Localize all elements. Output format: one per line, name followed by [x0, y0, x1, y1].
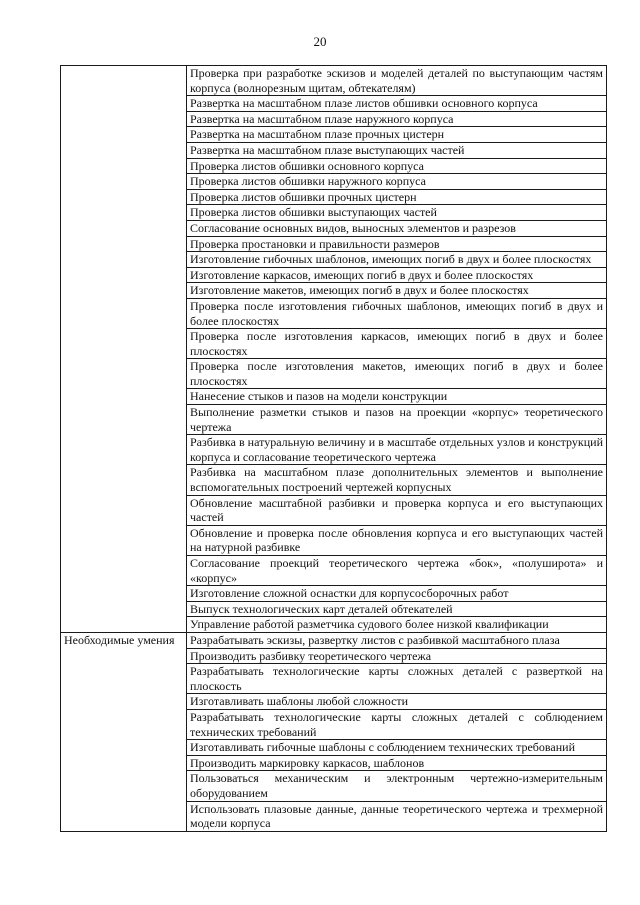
table-cell-item: Использовать плазовые данные, данные теоретического чертежа и трехмерной модели корпуса — [187, 801, 607, 831]
table-cell-item: Разбивка на масштабном плазе дополнительных элементов и выполнение вспомогательных построений чертежей корпусных — [187, 465, 607, 495]
table-cell-item: Разбивка в натуральную величину и в масштабе отдельных узлов и конструкций корпуса и согласование теоретического чертежа — [187, 435, 607, 465]
table-cell-item: Проверка после изготовления макетов, имеющих погиб в двух и более плоскостях — [187, 359, 607, 389]
table-cell-item: Развертка на масштабном плазе прочных цистерн — [187, 127, 607, 143]
table-cell-item: Изготовление гибочных шаблонов, имеющих погиб в двух и более плоскостях — [187, 252, 607, 268]
table-cell-item: Нанесение стыков и пазов на модели конструкции — [187, 389, 607, 405]
table-cell-item: Проверка после изготовления каркасов, имеющих погиб в двух и более плоскостях — [187, 329, 607, 359]
table-cell-item: Изготовление каркасов, имеющих погиб в двух и более плоскостях — [187, 267, 607, 283]
section-label — [61, 66, 187, 633]
table-cell-item: Обновление масштабной разбивки и проверка корпуса и его выступающих частей — [187, 495, 607, 525]
table-cell-item: Обновление и проверка после обновления корпуса и его выступающих частей на натурной разбивке — [187, 525, 607, 555]
table-cell-item: Изготовление сложной оснастки для корпусосборочных работ — [187, 586, 607, 602]
table-cell-item: Пользоваться механическим и электронным чертежно-измерительным оборудованием — [187, 771, 607, 801]
table-row — [61, 66, 607, 96]
table-cell-item: Проверка простановки и правильности размеров — [187, 236, 607, 252]
table-cell-item: Проверка листов обшивки выступающих частей — [187, 205, 607, 221]
table-cell-item: Проверка при разработке эскизов и моделей деталей по выступающим частям корпуса (волнорезным щитам, обтекателям) — [187, 66, 607, 96]
table-cell-item: Изготовление макетов, имеющих погиб в двух и более плоскостях — [187, 283, 607, 299]
table-cell-item: Согласование проекций теоретического чертежа «бок», «полуширота» и «корпус» — [187, 556, 607, 586]
table-cell-item: Изготавливать гибочные шаблоны с соблюдением технических требований — [187, 740, 607, 756]
table-cell-item: Развертка на масштабном плазе наружного корпуса — [187, 111, 607, 127]
table-cell-item: Развертка на масштабном плазе листов обшивки основного корпуса — [187, 96, 607, 112]
table-row — [61, 632, 607, 648]
table-cell-item: Развертка на масштабном плазе выступающих частей — [187, 142, 607, 158]
table-cell-item: Проверка листов обшивки прочных цистерн — [187, 189, 607, 205]
table-cell-item: Выпуск технологических карт деталей обтекателей — [187, 601, 607, 617]
table-cell-item: Производить разбивку теоретического чертежа — [187, 648, 607, 664]
page-number: 20 — [313, 34, 327, 49]
table-cell-item: Разрабатывать эскизы, развертку листов с разбивкой масштабного плаза — [187, 632, 607, 648]
section-label: Необходимые умения — [61, 632, 187, 831]
requirements-table — [60, 65, 607, 832]
table-cell-item: Выполнение разметки стыков и пазов на проекции «корпус» теоретического чертежа — [187, 405, 607, 435]
table-cell-item: Проверка листов обшивки наружного корпуса — [187, 174, 607, 190]
table-cell-item: Производить маркировку каркасов, шаблонов — [187, 755, 607, 771]
table-cell-item: Изготавливать шаблоны любой сложности — [187, 694, 607, 710]
table-cell-item: Согласование основных видов, выносных элементов и разрезов — [187, 220, 607, 236]
table-cell-item: Управление работой разметчика судового более низкой квалификации — [187, 617, 607, 633]
table-cell-item: Проверка листов обшивки основного корпуса — [187, 158, 607, 174]
table-body — [61, 66, 607, 832]
table-cell-item: Разрабатывать технологические карты сложных деталей с разверткой на плоскость — [187, 664, 607, 694]
table-cell-item: Проверка после изготовления гибочных шаблонов, имеющих погиб в двух и более плоскостях — [187, 298, 607, 328]
table-cell-item: Разрабатывать технологические карты сложных деталей с соблюдением технических требований — [187, 709, 607, 739]
